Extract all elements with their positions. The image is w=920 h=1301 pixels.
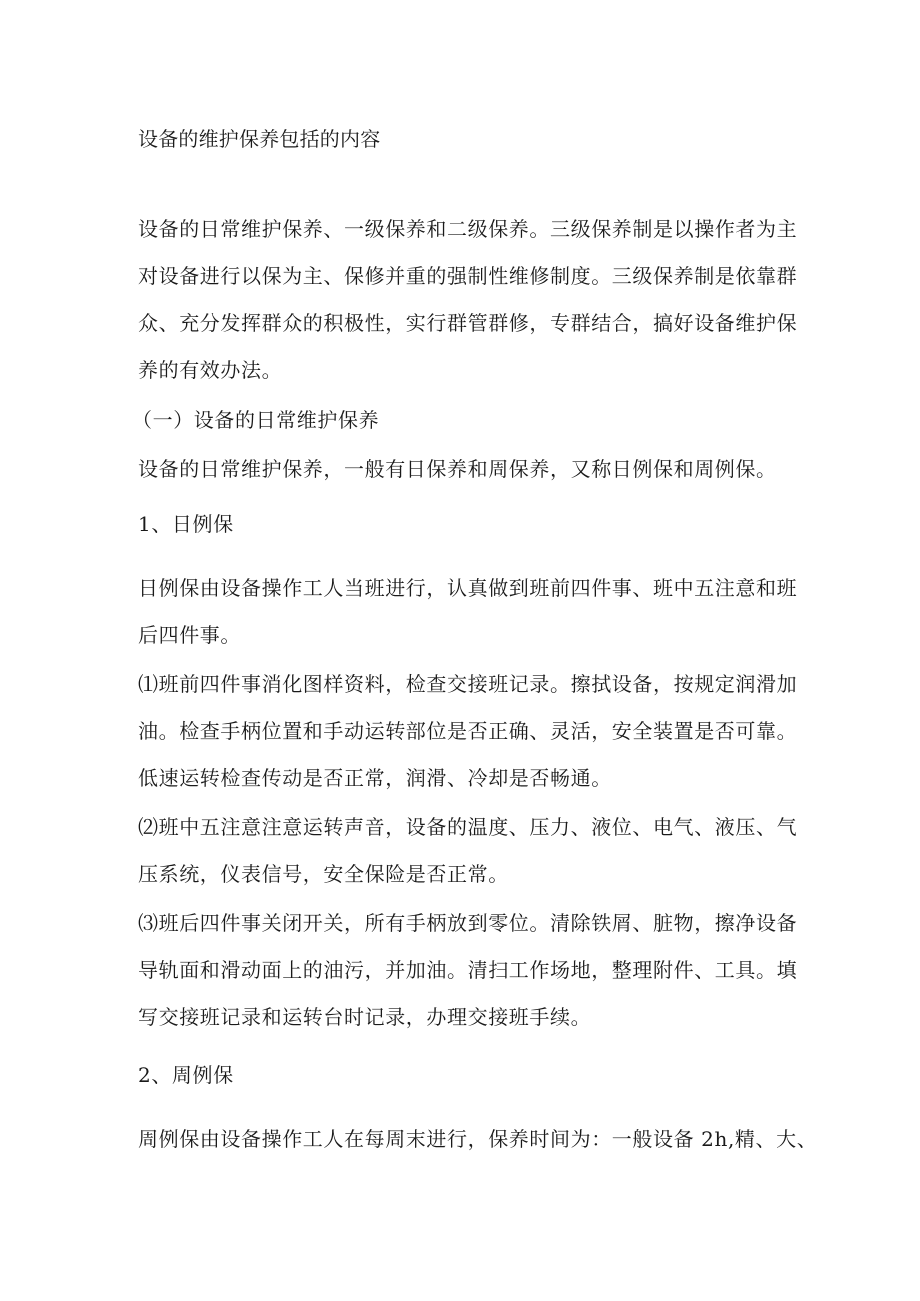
item-3-line-1: ⑶班后四件事关闭开关，所有手柄放到零位。清除铁屑、脏物，擦净设备 — [138, 911, 798, 935]
intro-line-4: 养的有效办法。 — [138, 358, 283, 382]
subsection-1-heading: 1、日例保 — [138, 512, 234, 536]
item-3-line-2: 导轨面和滑动面上的油污，并加油。清扫工作场地，整理附件、工具。填 — [138, 958, 798, 982]
subsection-1-intro-line-2: 后四件事。 — [138, 623, 241, 647]
item-2-line-2: 压系统，仪表信号，安全保险是否正常。 — [138, 862, 509, 886]
intro-line-1: 设备的日常维护保养、一级保养和二级保养。三级保养制是以操作者为主 — [138, 217, 798, 241]
subsection-2-heading: 2、周例保 — [138, 1063, 234, 1087]
section-heading: （一）设备的日常维护保养 — [132, 408, 380, 432]
item-1-line-2: 油。检查手柄位置和手动运转部位是否正确、灵活，安全装置是否可靠。 — [138, 719, 798, 743]
item-2-line-1: ⑵班中五注意注意运转声音，设备的温度、压力、液位、电气、液压、气 — [138, 815, 798, 839]
item-3-line-3: 写交接班记录和运转台时记录，办理交接班手续。 — [138, 1005, 592, 1029]
item-1-line-1: ⑴班前四件事消化图样资料，检查交接班记录。擦拭设备，按规定润滑加 — [138, 672, 798, 696]
item-1-line-3: 低速运转检查传动是否正常，润滑、冷却是否畅通。 — [138, 766, 612, 790]
subsection-1-intro-line-1: 日例保由设备操作工人当班进行，认真做到班前四件事、班中五注意和班 — [138, 576, 798, 600]
intro-line-2: 对设备进行以保为主、保修并重的强制性维修制度。三级保养制是依靠群 — [138, 264, 798, 288]
intro-line-3: 众、充分发挥群众的积极性，实行群管群修，专群结合，搞好设备维护保 — [138, 311, 798, 335]
section-intro: 设备的日常维护保养，一般有日保养和周保养，又称日例保和周例保。 — [138, 457, 777, 481]
document-title: 设备的维护保养包括的内容 — [138, 127, 381, 151]
subsection-2-intro-line: 周例保由设备操作工人在每周末进行，保养时间为：一般设备 2h,精、大、 — [138, 1127, 818, 1151]
